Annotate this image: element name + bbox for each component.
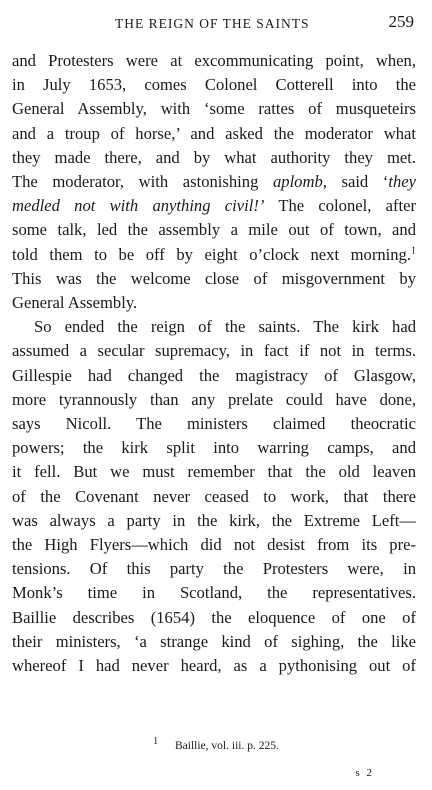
text-line bbox=[12, 49, 416, 73]
text-segment: Monk’s time in Scotland, the representatives. bbox=[12, 583, 416, 603]
text-line bbox=[12, 460, 416, 484]
text-segment: the High Flyers—which did not desist from its pre- bbox=[12, 535, 416, 555]
text-line bbox=[12, 243, 416, 267]
italic-text: medled not with anything civil!’ bbox=[12, 196, 265, 216]
text-segment: tensions. Of this party the Protesters were, in bbox=[12, 559, 416, 579]
text-segment: The moderator, with astonishing bbox=[12, 172, 273, 192]
text-segment: says Nicoll. The ministers claimed theocratic bbox=[12, 414, 416, 434]
text-segment: The colonel, after bbox=[264, 196, 417, 216]
text-line bbox=[12, 388, 416, 412]
text-segment: it fell. But we must remember that the old leaven bbox=[12, 462, 416, 482]
text-line bbox=[12, 630, 416, 654]
text-segment: General Assembly, with ‘some rattes of musqueteirs bbox=[12, 99, 416, 119]
text-line bbox=[12, 509, 416, 533]
text-line bbox=[12, 146, 416, 170]
text-segment: their ministers, ‘a strange kind of sighing, the like bbox=[12, 631, 416, 651]
page-number: 259 bbox=[388, 12, 414, 31]
text-segment: told them to be off by eight o’clock next morning. bbox=[12, 244, 411, 264]
text-segment: Gillespie had changed the magistracy of Glasgow, bbox=[12, 365, 416, 385]
text-segment: was always a party in the kirk, the Extreme Left— bbox=[12, 510, 416, 530]
text-line bbox=[12, 291, 416, 315]
text-segment: powers; the kirk split into warring camps, and bbox=[12, 438, 416, 458]
text-segment: assumed a secular supremacy, in fact if not in terms. bbox=[12, 341, 416, 361]
text-line bbox=[12, 170, 416, 194]
text-segment: , said ‘ bbox=[322, 172, 389, 192]
footnote-marker: 1 bbox=[153, 736, 159, 748]
text-segment: some talk, led the assembly a mile out of town, and bbox=[12, 220, 416, 240]
text-line bbox=[12, 654, 416, 678]
text-line bbox=[12, 315, 416, 339]
footnote-text: Baillie, vol. iii. p. 225. bbox=[175, 740, 279, 752]
text-segment: and Protesters were at excommunicating point, when, bbox=[12, 51, 416, 70]
text-segment: whereof I had never heard, as a pythonising out of bbox=[12, 656, 416, 676]
italic-text: aplomb bbox=[272, 172, 323, 192]
text-line bbox=[12, 339, 416, 363]
footnote bbox=[0, 736, 432, 752]
text-segment: and a troup of horse,’ and asked the moderator what bbox=[12, 123, 416, 143]
text-line bbox=[12, 122, 416, 146]
text-line bbox=[12, 194, 416, 218]
text-segment: Baillie describes (1654) the eloquence of one of bbox=[12, 607, 416, 627]
text-segment: more tyrannously than any prelate could have done, bbox=[12, 389, 416, 409]
text-line bbox=[12, 581, 416, 605]
text-line bbox=[12, 412, 416, 436]
text-segment: General Assembly. bbox=[12, 293, 138, 313]
text-line bbox=[12, 364, 416, 388]
text-segment: of the Covenant never ceased to work, that there bbox=[12, 486, 416, 506]
text-segment: This was the welcome close of misgovernment by bbox=[12, 268, 416, 288]
body-text bbox=[12, 49, 416, 678]
text-line bbox=[12, 97, 416, 121]
text-line bbox=[12, 267, 416, 291]
running-title: THE REIGN OF THE SAINTS bbox=[115, 16, 310, 31]
text-line bbox=[12, 218, 416, 242]
text-line bbox=[12, 436, 416, 460]
text-segment: in July 1653, comes Colonel Cotterell into the bbox=[12, 75, 416, 95]
text-line bbox=[12, 606, 416, 630]
text-line bbox=[12, 485, 416, 509]
text-line bbox=[12, 533, 416, 557]
text-line bbox=[12, 73, 416, 97]
italic-text: they bbox=[388, 172, 416, 192]
text-segment: they made there, and by what authority they met. bbox=[12, 147, 416, 167]
text-segment: So ended the reign of the saints. The kirk had bbox=[34, 317, 416, 337]
text-line bbox=[12, 557, 416, 581]
signature-mark: s 2 bbox=[355, 767, 374, 779]
footnote-ref: 1 bbox=[411, 245, 416, 257]
